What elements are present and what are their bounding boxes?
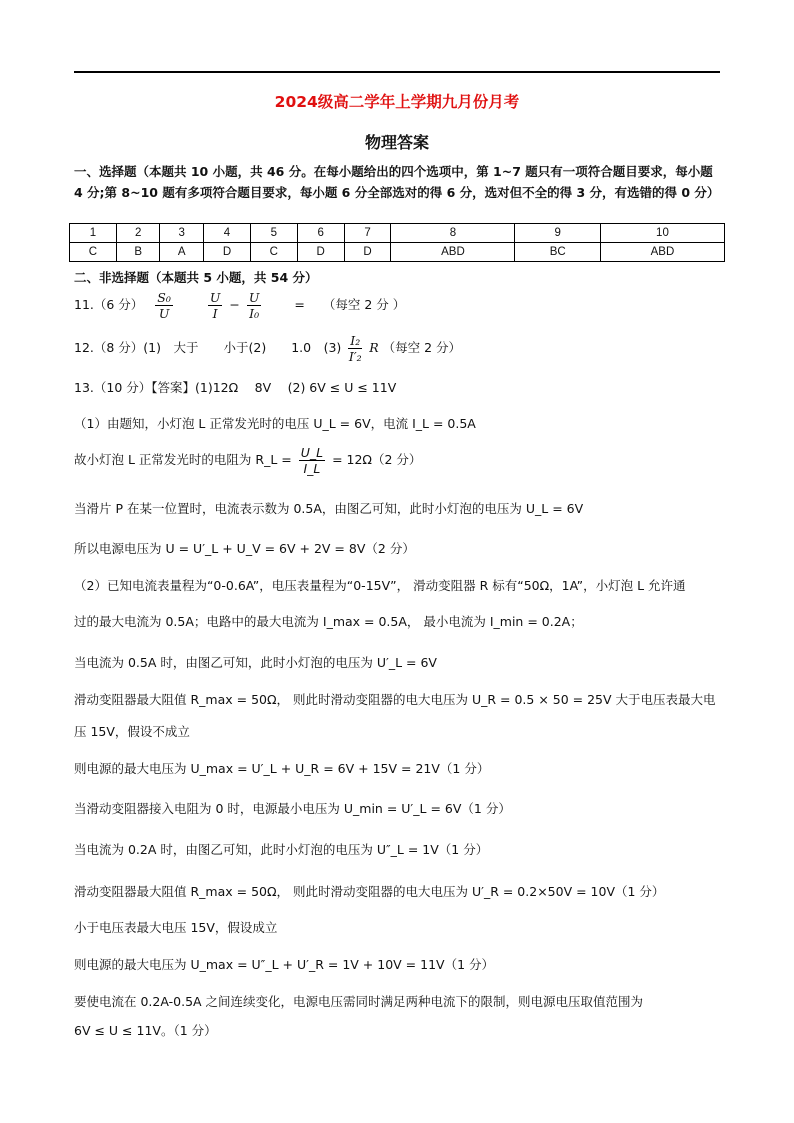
q13-step-3: 当滑片 P 在某一位置时，电流表示数为 0.5A，由图乙可知，此时小灯泡的电压为 U_L = 6V: [74, 501, 584, 516]
q13-step-2-text: 故小灯泡 L 正常发光时的电阻为 R_L =: [74, 452, 292, 467]
q11-fraction-2b: [247, 290, 262, 321]
answer-cell: C: [250, 243, 297, 262]
q11-f2a-denominator: I: [212, 306, 218, 321]
question-number: 1: [70, 224, 117, 243]
q13-step-15: 则电源的最大电压为 U_max = U″_L + U′_R = 1V + 10V = 11V（1 分）: [74, 957, 495, 972]
q11-fraction-2a: [208, 290, 223, 321]
q11-f2b-numerator: U: [248, 290, 260, 305]
q13-step-13: 滑动变阻器最大阻值 R_max = 50Ω， 则此时滑动变阻器的电大电压为 U′_R = 0.2×50V = 10V（1 分）: [74, 884, 665, 899]
q11-f2b-denominator: I₀: [249, 306, 260, 321]
section2-heading: 二、非选择题（本题共 5 小题，共 54 分）: [74, 270, 318, 285]
q13-step-2: [74, 445, 421, 476]
header-rule: [74, 71, 720, 73]
q11-f1-numerator: S₀: [157, 290, 171, 305]
q13-step-10: 则电源的最大电压为 U_max = U′_L + U_R = 6V + 15V = 21V（1 分）: [74, 761, 490, 776]
q11-fraction-1: [155, 290, 173, 321]
q13-step-17: 6V ≤ U ≤ 11V。（1 分）: [74, 1023, 217, 1038]
q13-step-16: 要使电流在 0.2A-0.5A 之间连续变化，电源电压需同时满足两种电流下的限制，则电源电压取值范围为: [74, 994, 644, 1009]
question-number: 7: [344, 224, 391, 243]
question-number: 2: [116, 224, 160, 243]
q11-line: [74, 290, 405, 321]
question-number-row: [70, 224, 725, 243]
answer-cell: B: [116, 243, 160, 262]
q13-step-8: 滑动变阻器最大阻值 R_max = 50Ω， 则此时滑动变阻器的电大电压为 U_R = 0.5 × 50 = 25V 大于电压表最大电: [74, 692, 716, 707]
q13-fraction-denominator: I_L: [303, 461, 321, 476]
q13-step-5: （2）已知电流表量程为“0-0.6A”，电压表量程为“0-15V”， 滑动变阻器 R 标有“50Ω，1A”，小灯泡 L 允许通: [74, 578, 686, 593]
q12-note: （每空 2 分）: [382, 340, 462, 355]
question-number: 5: [250, 224, 297, 243]
q11-minus: −: [229, 297, 240, 312]
q11-f2a-numerator: U: [209, 290, 221, 305]
q12-line: [74, 333, 461, 364]
answer-cell: A: [160, 243, 204, 262]
question-number: 6: [297, 224, 344, 243]
answer-table: [69, 223, 725, 262]
q12-numerator: I₂: [350, 333, 361, 348]
answer-cell: C: [70, 243, 117, 262]
q13-resistance-fraction: [299, 445, 325, 476]
q13-step-12: 当电流为 0.2A 时，由图乙可知，此时小灯泡的电压为 U″_L = 1V（1 分）: [74, 842, 489, 857]
question-number: 9: [515, 224, 600, 243]
q13-fraction-numerator: U_L: [300, 445, 324, 460]
q12-resistor: R: [369, 340, 379, 355]
exam-title: 2024级高二学年上学期九月份月考: [274, 93, 520, 111]
q13-step-14: 小于电压表最大电压 15V，假设成立: [74, 920, 278, 935]
q11-f1-denominator: U: [158, 306, 170, 321]
answer-subtitle: 物理答案: [364, 133, 429, 152]
q13-step-6: 过的最大电流为 0.5A；电路中的最大电流为 I_max = 0.5A， 最小电流为 I_min = 0.2A；: [74, 614, 583, 629]
answer-cell: ABD: [391, 243, 515, 262]
q11-equals: =: [294, 297, 305, 312]
answer-cell: D: [344, 243, 391, 262]
q13-step-1: （1）由题知，小灯泡 L 正常发光时的电压 U_L = 6V，电流 I_L = 0.5A: [74, 416, 476, 431]
q13-step-9: 压 15V，假设不成立: [74, 724, 190, 739]
answer-row: [70, 243, 725, 262]
section1-heading: 一、选择题（本题共 10 小题，共 46 分。在每小题给出的四个选项中，第 1~7 题只有一项符合题目要求，每小题 4 分;第 8~10 题有多项符合题目要求，每小题 6 分全部选对的得 6 分，选对但不全的得 3 分，有选错的得 0 分）: [74, 164, 720, 200]
question-number: 10: [600, 224, 724, 243]
answer-cell: D: [297, 243, 344, 262]
answer-cell: ABD: [600, 243, 724, 262]
q11-note: （每空 2 分 ）: [322, 297, 406, 312]
answer-cell: D: [204, 243, 251, 262]
q13-step-11: 当滑动变阻器接入电阻为 0 时，电源最小电压为 U_min = U′_L = 6V（1 分）: [74, 801, 511, 816]
q12-denominator: I′₂: [348, 349, 362, 364]
q11-label: 11.（6 分）: [74, 297, 144, 312]
question-number: 8: [391, 224, 515, 243]
q12-fraction: [348, 333, 362, 364]
q13-step-4: 所以电源电压为 U = U′_L + U_V = 6V + 2V = 8V（2 分）: [74, 541, 415, 556]
q13-answer: 13.（10 分）【答案】(1)12Ω 8V (2) 6V ≤ U ≤ 11V: [74, 380, 397, 395]
question-number: 3: [160, 224, 204, 243]
question-number: 4: [204, 224, 251, 243]
q13-step-2-result: = 12Ω（2 分）: [332, 452, 422, 467]
q13-step-7: 当电流为 0.5A 时，由图乙可知，此时小灯泡的电压为 U′_L = 6V: [74, 655, 437, 670]
q12-label: 12.（8 分）(1) 大于 小于(2) 1.0 (3): [74, 340, 342, 355]
answer-cell: BC: [515, 243, 600, 262]
